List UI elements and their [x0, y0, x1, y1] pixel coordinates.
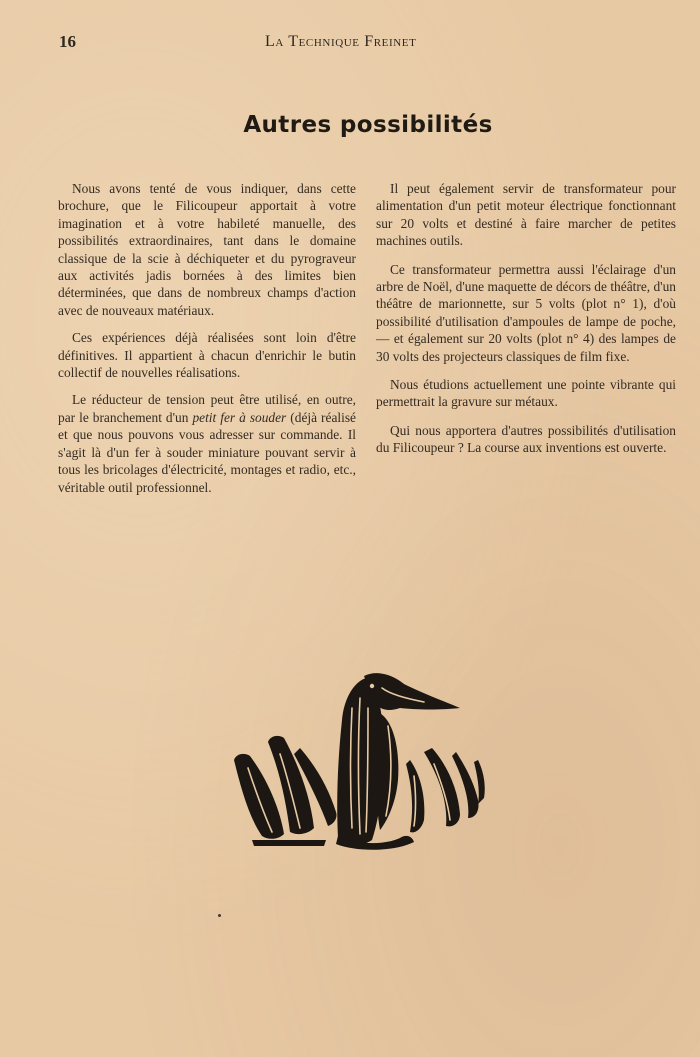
running-title: La Technique Freinet: [265, 33, 417, 50]
paragraph: Il peut également servir de transformateur pour alimentation d'un petit moteur électrique fonctionnant sur 20 volts et destiné à faire marcher de petites machines outils.: [376, 181, 676, 249]
paragraph: [58, 391, 356, 495]
paragraph: Ce transformateur permettra aussi l'éclairage d'un arbre de Noël, d'une maquette de décors de théâtre, d'un théâtre de marionnette, sur 5 volts (plot n° 1), d'où possibilité d'utilisation d'ampoules de lampe de poche, — et également sur 20 volts (plot n° 4) des lampes de 30 volts des projecteurs classiques de film fixe.: [376, 261, 676, 364]
paper-speck: [218, 914, 221, 917]
emphasized-text: petit fer à souder: [192, 409, 287, 425]
paragraph: Ces expériences déjà réalisées sont loin d'être définitives. Il appartient à chacun d'enrichir le butin collectif de nouvelles réalisations.: [58, 330, 356, 381]
paragraph-text: (déjà réalisé et que nous pouvons vous adresser sur commande. Il s'agit là d'un fer à souder miniature pouvant servir à tous les bricolages d'électricité, montages et radio, etc., véritable outil professionnel.: [58, 409, 356, 495]
bird-eye: [370, 684, 374, 688]
paragraph: Nous avons tenté de vous indiquer, dans cette brochure, que le Filicoupeur apportait à votre imagination et à votre habileté manuelle, des possibilités extraordinaires, tant dans le domaine classique de la scie à déchiqueter et du pyrograveur aux activités jadis bornées à des limites bien déterminées, que dans de nombreux champs d'action avec de nouveaux matériaux.: [58, 181, 356, 318]
bird-linocut-illustration: [228, 668, 494, 854]
paragraph: Qui nous apportera d'autres possibilités d'utilisation du Filicoupeur ? La course aux inventions est ouverte.: [376, 422, 676, 456]
page-number: 16: [59, 32, 76, 51]
paragraph-text: Le réducteur de tension peut être utilisé, en outre, par le branchement d'un: [58, 392, 356, 425]
page-header: [0, 32, 700, 56]
text-column-left: [58, 180, 356, 506]
paragraph: Nous étudions actuellement une pointe vibrante qui permettrait la gravure sur métaux.: [376, 377, 676, 410]
section-title: Autres possibilités: [243, 112, 493, 138]
text-column-right: [376, 180, 676, 468]
